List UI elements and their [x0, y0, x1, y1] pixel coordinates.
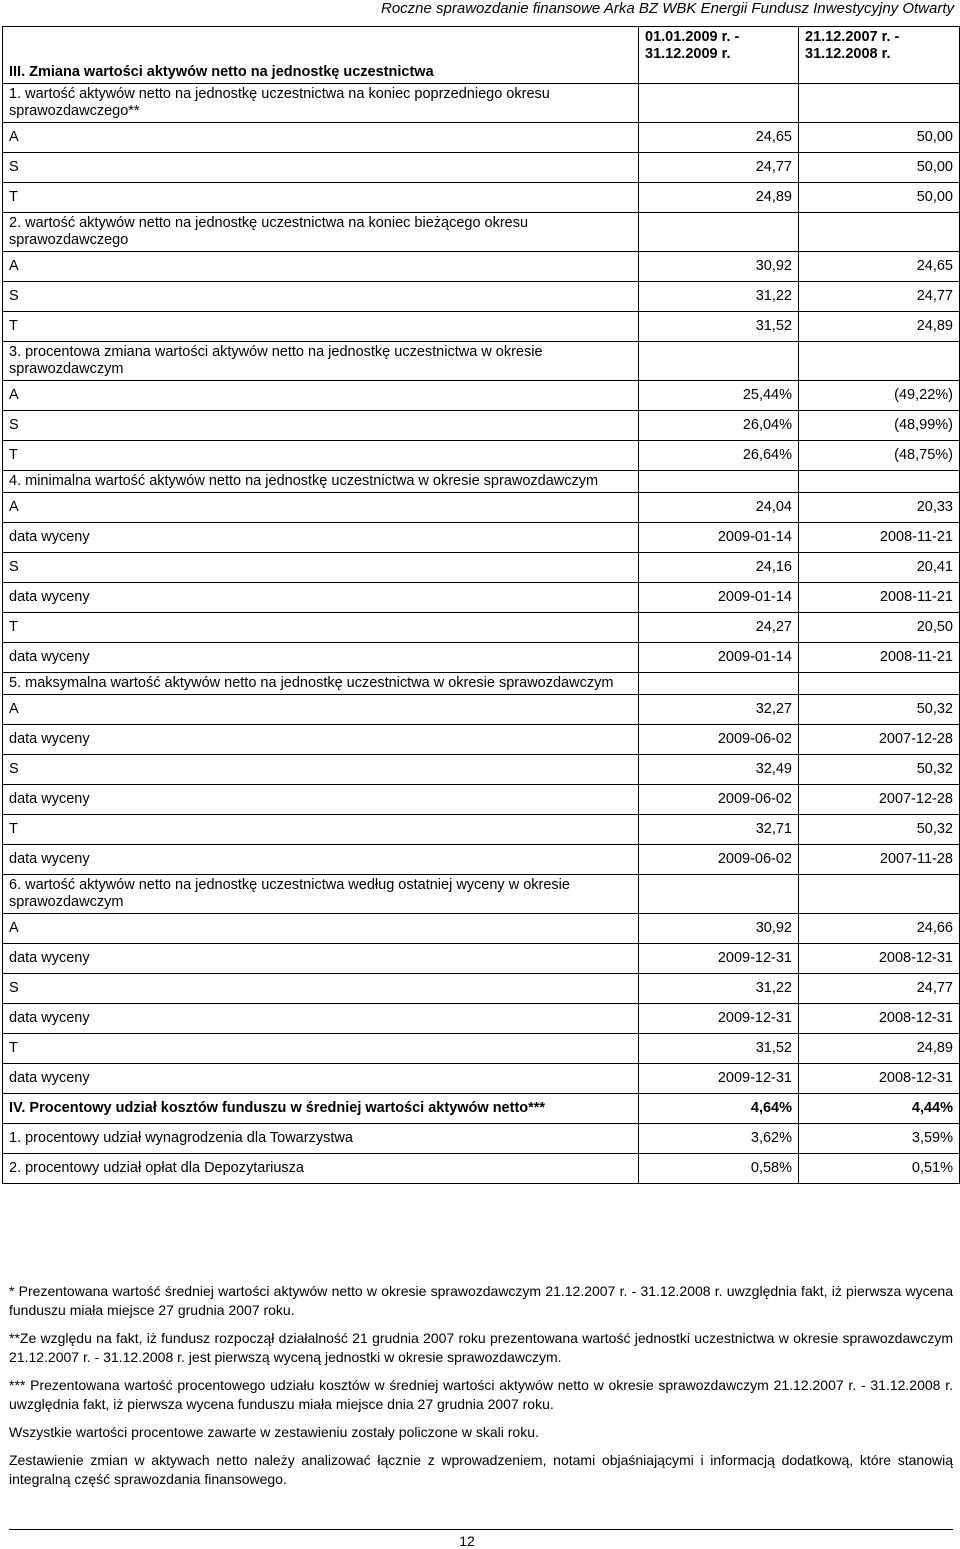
table-group-row — [3, 471, 960, 493]
column-header-2009: 01.01.2009 r. - 31.12.2009 r. — [639, 27, 799, 84]
table-body — [3, 27, 960, 1184]
value-2009: 2009-06-02 — [639, 845, 799, 875]
row-label: data wyceny — [3, 725, 639, 755]
value-2009: 25,44% — [639, 381, 799, 411]
value-2009: 24,89 — [639, 183, 799, 213]
row-label: 6. wartość aktywów netto na jednostkę uczestnictwa według ostatniej wyceny w okresie sprawozdawczym — [3, 875, 639, 914]
table-row — [3, 725, 960, 755]
row-label: 2. wartość aktywów netto na jednostkę uczestnictwa na koniec bieżącego okresu sprawozdawczego — [3, 213, 639, 252]
value-2008: (49,22%) — [799, 381, 960, 411]
table-group-row — [3, 342, 960, 381]
table-group-row — [3, 875, 960, 914]
row-label: T — [3, 1034, 639, 1064]
value-2008: 0,51% — [799, 1154, 960, 1184]
table-row — [3, 381, 960, 411]
table-row — [3, 553, 960, 583]
value-2008: 2008-12-31 — [799, 944, 960, 974]
row-label: 2. procentowy udział opłat dla Depozytariusza — [3, 1154, 639, 1184]
value-2008: 2007-12-28 — [799, 785, 960, 815]
value-2009: 4,64% — [639, 1094, 799, 1124]
value-2009: 2009-12-31 — [639, 1064, 799, 1094]
table-row — [3, 643, 960, 673]
table-row — [3, 613, 960, 643]
value-2008: 4,44% — [799, 1094, 960, 1124]
value-2008: 2007-11-28 — [799, 845, 960, 875]
value-2009: 24,16 — [639, 553, 799, 583]
row-label: data wyceny — [3, 785, 639, 815]
row-label: 1. wartość aktywów netto na jednostkę uczestnictwa na koniec poprzedniego okresu sprawozdawczego** — [3, 84, 639, 123]
row-label: data wyceny — [3, 845, 639, 875]
table-group-row — [3, 673, 960, 695]
value-2008: 50,00 — [799, 183, 960, 213]
table-group-row — [3, 84, 960, 123]
table-row — [3, 755, 960, 785]
table-group-row — [3, 213, 960, 252]
value-2009: 2009-06-02 — [639, 785, 799, 815]
table-row — [3, 1004, 960, 1034]
row-label: S — [3, 411, 639, 441]
value-2009: 2009-06-02 — [639, 725, 799, 755]
row-label: data wyceny — [3, 523, 639, 553]
value-2008: 50,00 — [799, 123, 960, 153]
row-label: A — [3, 381, 639, 411]
section-title: III. Zmiana wartości aktywów netto na jednostkę uczestnictwa — [3, 27, 639, 84]
row-label: data wyceny — [3, 1004, 639, 1034]
table-row — [3, 815, 960, 845]
value-2008: 2008-12-31 — [799, 1064, 960, 1094]
table-row — [3, 183, 960, 213]
table-row — [3, 282, 960, 312]
row-label: S — [3, 974, 639, 1004]
value-2008: 2008-11-21 — [799, 523, 960, 553]
footnote-percent-note: Wszystkie wartości procentowe zawarte w zestawieniu zostały policzone w skali roku. — [9, 1424, 539, 1440]
row-label: 5. maksymalna wartość aktywów netto na jednostkę uczestnictwa w okresie sprawozdawczym — [3, 673, 639, 695]
value-2008 — [799, 875, 960, 914]
value-2008 — [799, 471, 960, 493]
value-2008: 50,32 — [799, 695, 960, 725]
value-2008: 50,32 — [799, 815, 960, 845]
row-label: data wyceny — [3, 583, 639, 613]
row-label: T — [3, 613, 639, 643]
row-label: S — [3, 553, 639, 583]
row-label: data wyceny — [3, 643, 639, 673]
value-2008: 24,89 — [799, 1034, 960, 1064]
row-label: T — [3, 815, 639, 845]
value-2008: 2008-11-21 — [799, 643, 960, 673]
table-row — [3, 312, 960, 342]
row-label: T — [3, 183, 639, 213]
value-2009: 2009-01-14 — [639, 523, 799, 553]
net-asset-value-table — [2, 26, 960, 1184]
value-2008: 24,65 — [799, 252, 960, 282]
value-2009 — [639, 84, 799, 123]
value-2008 — [799, 213, 960, 252]
table-row — [3, 1064, 960, 1094]
footnote-1: * Prezentowana wartość średniej wartości aktywów netto w okresie sprawozdawczym 21.12.2007 r. - 31.12.2008 r. uwzględnia fakt, iż pierwsza wycena funduszu miała miejsce 27 grudnia 2007 roku. — [9, 1283, 953, 1318]
row-label: IV. Procentowy udział kosztów funduszu w średniej wartości aktywów netto*** — [3, 1094, 639, 1124]
value-2009: 24,65 — [639, 123, 799, 153]
table-row — [3, 411, 960, 441]
value-2008: 50,32 — [799, 755, 960, 785]
row-label: A — [3, 914, 639, 944]
table-row — [3, 1034, 960, 1064]
row-label: S — [3, 755, 639, 785]
value-2009: 24,77 — [639, 153, 799, 183]
value-2008: 2008-11-21 — [799, 583, 960, 613]
table-row — [3, 1124, 960, 1154]
value-2009: 30,92 — [639, 914, 799, 944]
value-2009: 2009-01-14 — [639, 643, 799, 673]
value-2008: 2007-12-28 — [799, 725, 960, 755]
table-row — [3, 845, 960, 875]
value-2009: 32,27 — [639, 695, 799, 725]
value-2009: 32,49 — [639, 755, 799, 785]
table-row — [3, 493, 960, 523]
value-2009: 24,04 — [639, 493, 799, 523]
value-2009: 31,22 — [639, 974, 799, 1004]
column-header-2008: 21.12.2007 r. - 31.12.2008 r. — [799, 27, 960, 84]
footer-divider — [9, 1529, 953, 1530]
table-row — [3, 583, 960, 613]
value-2008: 2008-12-31 — [799, 1004, 960, 1034]
table-row — [3, 695, 960, 725]
row-label: 1. procentowy udział wynagrodzenia dla Towarzystwa — [3, 1124, 639, 1154]
table-row — [3, 974, 960, 1004]
footnote-2: **Ze względu na fakt, iż fundusz rozpoczął działalność 21 grudnia 2007 roku prezentowana wartość jednostki uczestnictwa w okresie sprawozdawczym 21.12.2007 r. - 31.12.2008 r. jest pierwszą wyceną jednostki w okresie sprawozdawczym. — [9, 1330, 953, 1365]
value-2009: 31,22 — [639, 282, 799, 312]
value-2008: 20,50 — [799, 613, 960, 643]
footnote-integral-note: Zestawienie zmian w aktywach netto należy analizować łącznie z wprowadzeniem, notami objaśniającymi i informacją dodatkową, które stanowią integralną część sprawozdania finansowego. — [9, 1452, 953, 1487]
value-2009 — [639, 471, 799, 493]
table-header-row — [3, 27, 960, 84]
value-2008: 20,33 — [799, 493, 960, 523]
value-2009: 24,27 — [639, 613, 799, 643]
table-row — [3, 123, 960, 153]
value-2008 — [799, 342, 960, 381]
value-2009 — [639, 213, 799, 252]
table-row — [3, 252, 960, 282]
value-2009: 2009-12-31 — [639, 944, 799, 974]
running-header-title: Roczne sprawozdanie finansowe Arka BZ WBK Energii Fundusz Inwestycyjny Otwarty — [380, 0, 954, 17]
value-2008 — [799, 673, 960, 695]
value-2009 — [639, 342, 799, 381]
value-2009: 0,58% — [639, 1154, 799, 1184]
row-label: A — [3, 493, 639, 523]
table-row — [3, 914, 960, 944]
row-label: T — [3, 441, 639, 471]
table-row — [3, 441, 960, 471]
row-label: T — [3, 312, 639, 342]
table-row — [3, 1094, 960, 1124]
table-row — [3, 944, 960, 974]
value-2008: 24,77 — [799, 282, 960, 312]
value-2009: 31,52 — [639, 312, 799, 342]
table-row — [3, 785, 960, 815]
value-2009: 3,62% — [639, 1124, 799, 1154]
value-2008: 24,89 — [799, 312, 960, 342]
value-2009 — [639, 875, 799, 914]
value-2009: 30,92 — [639, 252, 799, 282]
value-2009: 32,71 — [639, 815, 799, 845]
row-label: 4. minimalna wartość aktywów netto na jednostkę uczestnictwa w okresie sprawozdawczym — [3, 471, 639, 493]
row-label: A — [3, 695, 639, 725]
footnotes — [9, 1282, 953, 1498]
row-label: S — [3, 282, 639, 312]
row-label: A — [3, 252, 639, 282]
value-2008: 20,41 — [799, 553, 960, 583]
row-label: 3. procentowa zmiana wartości aktywów netto na jednostkę uczestnictwa w okresie sprawozdawczym — [3, 342, 639, 381]
row-label: data wyceny — [3, 944, 639, 974]
value-2009: 2009-01-14 — [639, 583, 799, 613]
value-2008 — [799, 84, 960, 123]
page-number: 12 — [459, 1533, 475, 1549]
table-row — [3, 523, 960, 553]
value-2008: (48,75%) — [799, 441, 960, 471]
value-2009: 31,52 — [639, 1034, 799, 1064]
value-2008: 24,66 — [799, 914, 960, 944]
row-label: S — [3, 153, 639, 183]
value-2008: 50,00 — [799, 153, 960, 183]
row-label: data wyceny — [3, 1064, 639, 1094]
table-row — [3, 153, 960, 183]
value-2009: 2009-12-31 — [639, 1004, 799, 1034]
value-2009: 26,04% — [639, 411, 799, 441]
value-2008: 24,77 — [799, 974, 960, 1004]
value-2008: (48,99%) — [799, 411, 960, 441]
row-label: A — [3, 123, 639, 153]
value-2008: 3,59% — [799, 1124, 960, 1154]
footnote-3: *** Prezentowana wartość procentowego udziału kosztów w średniej wartości aktywów netto w okresie sprawozdawczym 21.12.2007 r. - 31.12.2008 r. uwzględnia fakt, iż pierwsza wycena funduszu miała miejsce dnia 27 grudnia 2007 roku. — [9, 1377, 953, 1412]
table-row — [3, 1154, 960, 1184]
value-2009: 26,64% — [639, 441, 799, 471]
value-2009 — [639, 673, 799, 695]
